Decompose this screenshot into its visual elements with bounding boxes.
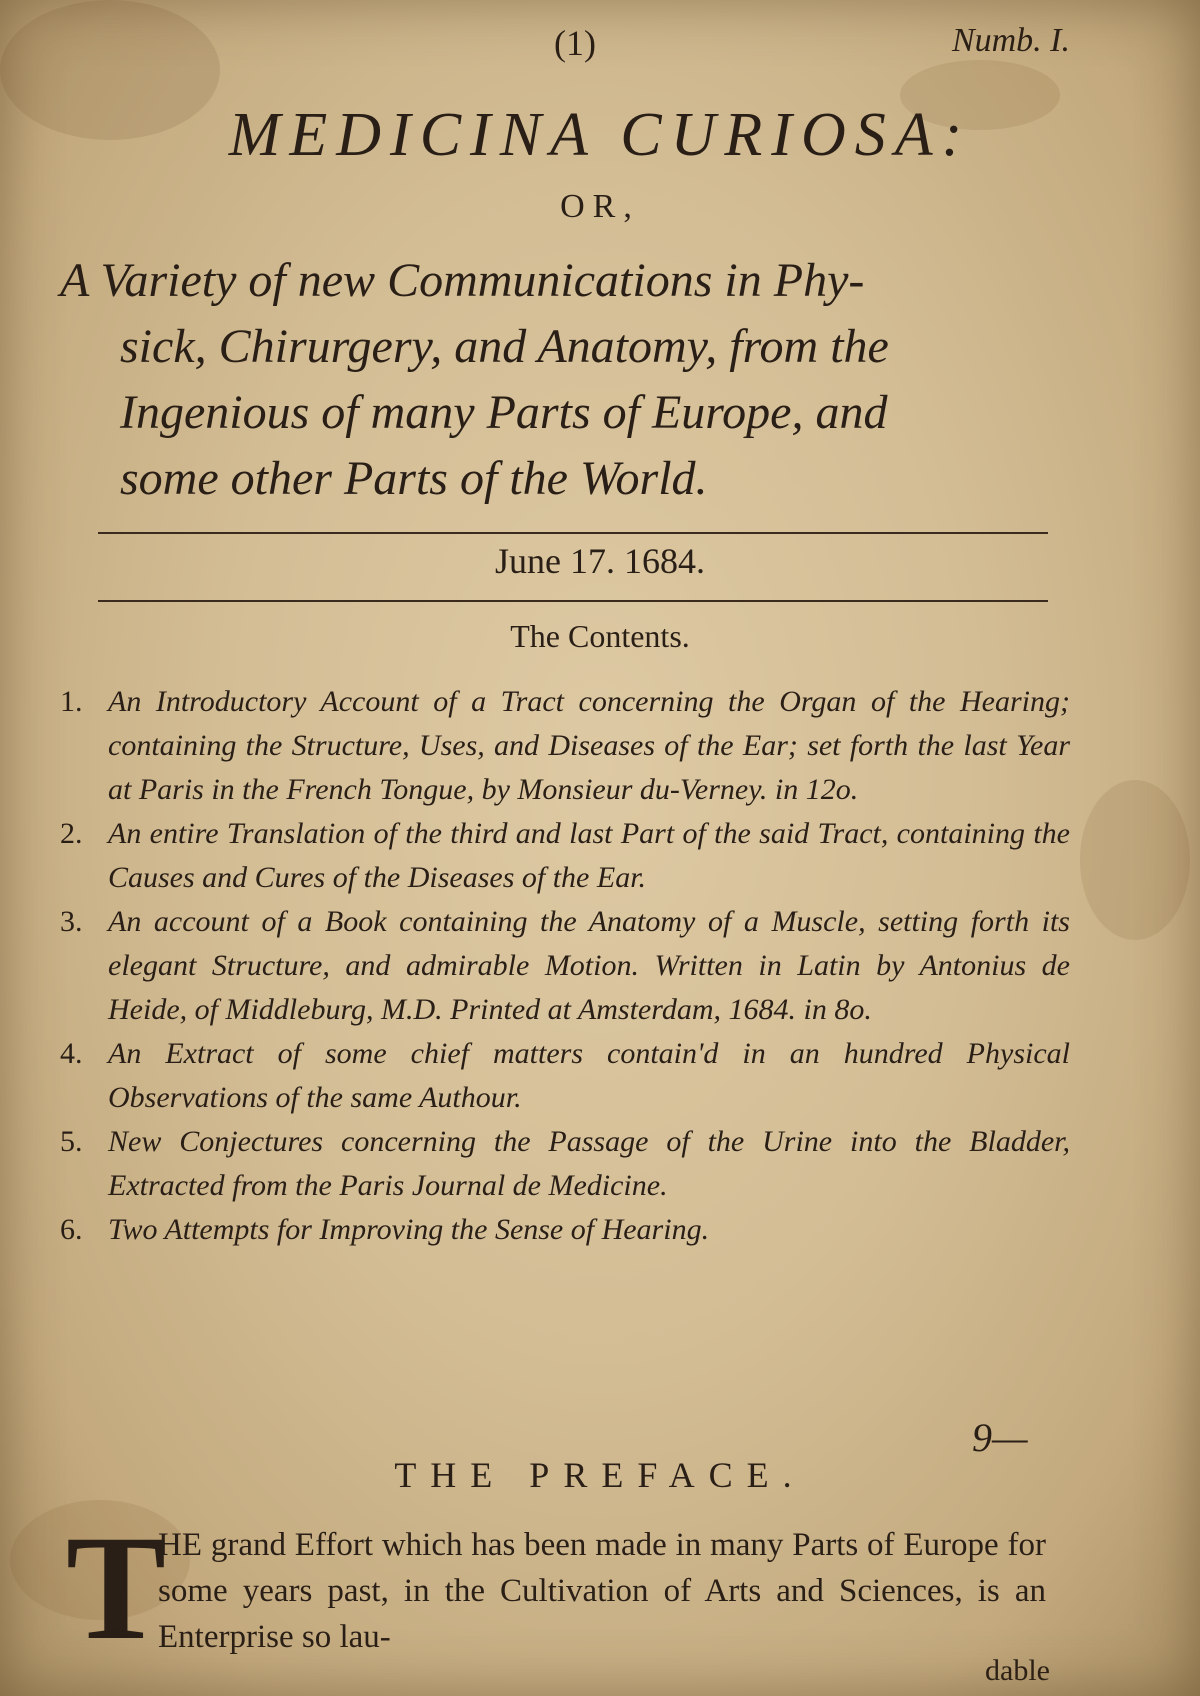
contents-item-text: Two Attempts for Improving the Sense of Hearing. [108,1213,710,1246]
contents-item [60,900,1070,1032]
contents-item [60,1120,1070,1208]
contents-item-number: 3. [60,905,83,938]
issue-number: Numb. I. [951,22,1070,59]
contents-item-text: An Extract of some chief matters contain'd in an hundred Physical Observations of the same Authour. [108,1037,1070,1114]
subtitle-line: some other Parts of the World. [120,452,708,505]
contents-item-text: An account of a Book containing the Anatomy of a Muscle, setting forth its elegant Structure, and admirable Motion. Written in Latin by Antonius de Heide, of Middleburg, M.D. Printed at Amsterdam, 1684. in 8o. [108,905,1070,1026]
contents-item-number: 6. [60,1213,83,1246]
preface-text: HE grand Effort which has been made in many Parts of Europe for some years past, in the Cultivation of Arts and Sciences, is an Enterprise so lau- [158,1527,1046,1655]
catchword: dable [985,1654,1050,1687]
preface-heading: THE PREFACE. [394,1455,806,1495]
subtitle-line: Ingenious of many Parts of Europe, and [120,386,888,439]
title-conjunction: OR, [560,188,640,225]
drop-cap: T [66,1505,167,1671]
subtitle-line: A Variety of new Communications in Phy- [60,254,865,307]
contents-item-number: 1. [60,685,83,718]
issue-date: June 17. 1684. [495,541,705,581]
subtitle-line: sick, Chirurgery, and Anatomy, from the [120,320,889,373]
ornament-mark: 9— [972,1415,1028,1460]
contents-item [60,1032,1070,1120]
contents-item-text: An entire Translation of the third and last Part of the said Tract, containing the Causes and Cures of the Diseases of the Ear. [108,817,1070,894]
divider [98,532,1048,534]
contents-item [60,1208,1070,1252]
contents-item-text: New Conjectures concerning the Passage of the Urine into the Bladder, Extracted from the Paris Journal de Medicine. [108,1125,1070,1202]
page-number: (1) [554,23,596,63]
contents-heading: The Contents. [510,618,690,654]
contents-item [60,812,1070,900]
contents-item-number: 4. [60,1037,83,1070]
paper-stain [1080,780,1190,940]
contents-item-number: 2. [60,817,83,850]
contents-item-text: An Introductory Account of a Tract concerning the Organ of the Hearing; containing the Structure, Uses, and Diseases of the Ear; set forth the last Year at Paris in the French Tongue, by Monsieur du-Verney. in 12o. [108,685,1070,806]
contents-item [60,680,1070,812]
contents-item-number: 5. [60,1125,83,1158]
divider [98,600,1048,602]
page-title: MEDICINA CURIOSA: [228,101,972,169]
contents-list [60,680,1070,1252]
subtitle [60,248,1060,512]
